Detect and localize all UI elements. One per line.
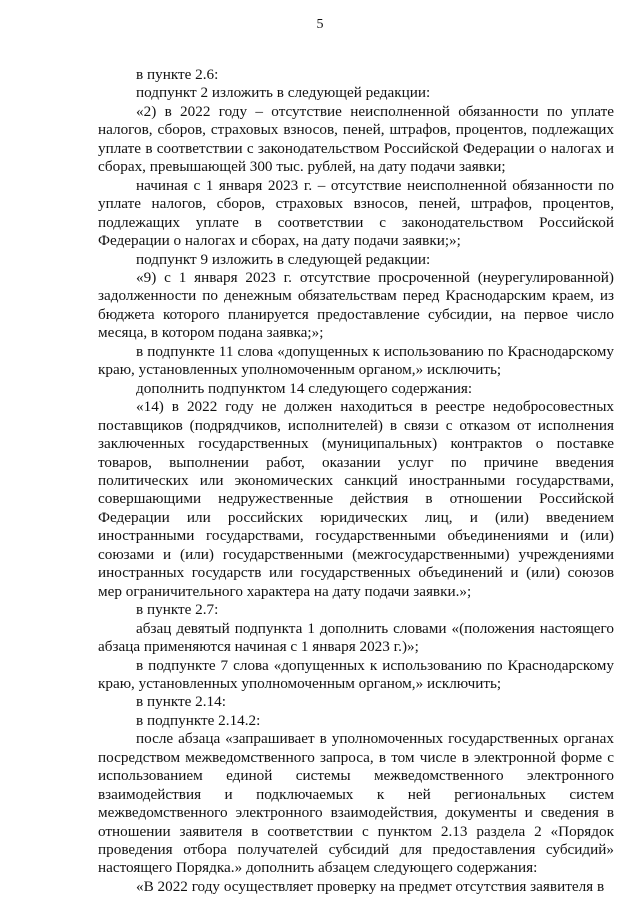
paragraph-12: в подпункте 7 слова «допущенных к использованию по Краснодарскому краю, установленных уполномоченным органом,» исключить;: [98, 656, 614, 692]
paragraph-14: в подпункте 2.14.2:: [136, 711, 261, 729]
paragraph-11: абзац девятый подпункта 1 дополнить словами «(положения настоящего абзаца применяются начиная с 1 января 2023 г.)»;: [98, 619, 614, 656]
paragraph-3: «2) в 2022 году – отсутствие неисполненной обязанности по уплате налогов, сборов, страховых взносов, пеней, штрафов, процентов, подлежащих уплате в соответствии с законодательством Российской Федерации о налогах и сборах, превышающей 300 тыс. рублей, на дату подачи заявки;: [98, 102, 614, 176]
paragraph-10: в пункте 2.7:: [136, 601, 219, 619]
paragraph-5: подпункт 9 изложить в следующей редакции:: [136, 250, 431, 268]
page-number: 5: [316, 17, 324, 32]
paragraph-4: начиная с 1 января 2023 г. – отсутствие неисполненной обязанности по уплате налогов, сборов, страховых взносов, пеней, штрафов, процентов, подлежащих уплате в соответствии с законодательством Российской Федерации о налогах и сборах, на дату подачи заявки;»;: [98, 176, 614, 250]
paragraph-7: в подпункте 11 слова «допущенных к использованию по Краснодарскому краю, установленных уполномоченным органом,» исключить;: [98, 342, 614, 379]
paragraph-2: подпункт 2 изложить в следующей редакции:: [136, 84, 431, 102]
paragraph-15: после абзаца «запрашивает в уполномоченных государственных органах посредством межведомственного запроса, в том числе в электронной форме с использованием единой системы межведомственного электронного взаимодействия и подключаемых к ней региональных систем межведомственного электронного взаимодействия, документы и сведения в отношении заявителя в соответствии с пунктом 2.13 раздела 2 «Порядок проведения отбора получателей субсидий для предоставления субсидий» настоящего Порядка.» дополнить абзацем следующего содержания:: [98, 730, 614, 877]
paragraph-13: в пункте 2.14:: [136, 693, 226, 711]
document-body: [98, 66, 614, 896]
paragraph-1: в пункте 2.6:: [136, 66, 219, 83]
paragraph-16: «В 2022 году осуществляет проверку на предмет отсутствия заявителя в: [136, 877, 605, 895]
paragraph-8: дополнить подпунктом 14 следующего содержания:: [136, 379, 473, 397]
paragraph-9: «14) в 2022 году не должен находиться в реестре недобросовестных поставщиков (подрядчиков, исполнителей) в связи с отказом от исполнения заключенных государственных (муниципальных) контрактов о поставке товаров, выполнении работ, оказании услуг по причине введения политических или экономических санкций иностранными государствами, совершающими недружественные действия в отношении Российской Федерации или российских юридических лиц, и (или) введением иностранными государствами, государственными объединениями и (или) союзами и (или) государственными (межгосударственными) учреждениями иностранных государств или государственных объединений и (или) союзов мер ограничительного характера на дату подачи заявки.»;: [98, 398, 614, 600]
paragraph-6: «9) с 1 января 2023 г. отсутствие просроченной (неурегулированной) задолженности по денежным обязательствам перед Краснодарским краем, из бюджета которого планируется предоставление субсидии, на первое число месяца, в котором подана заявка;»;: [98, 268, 614, 342]
